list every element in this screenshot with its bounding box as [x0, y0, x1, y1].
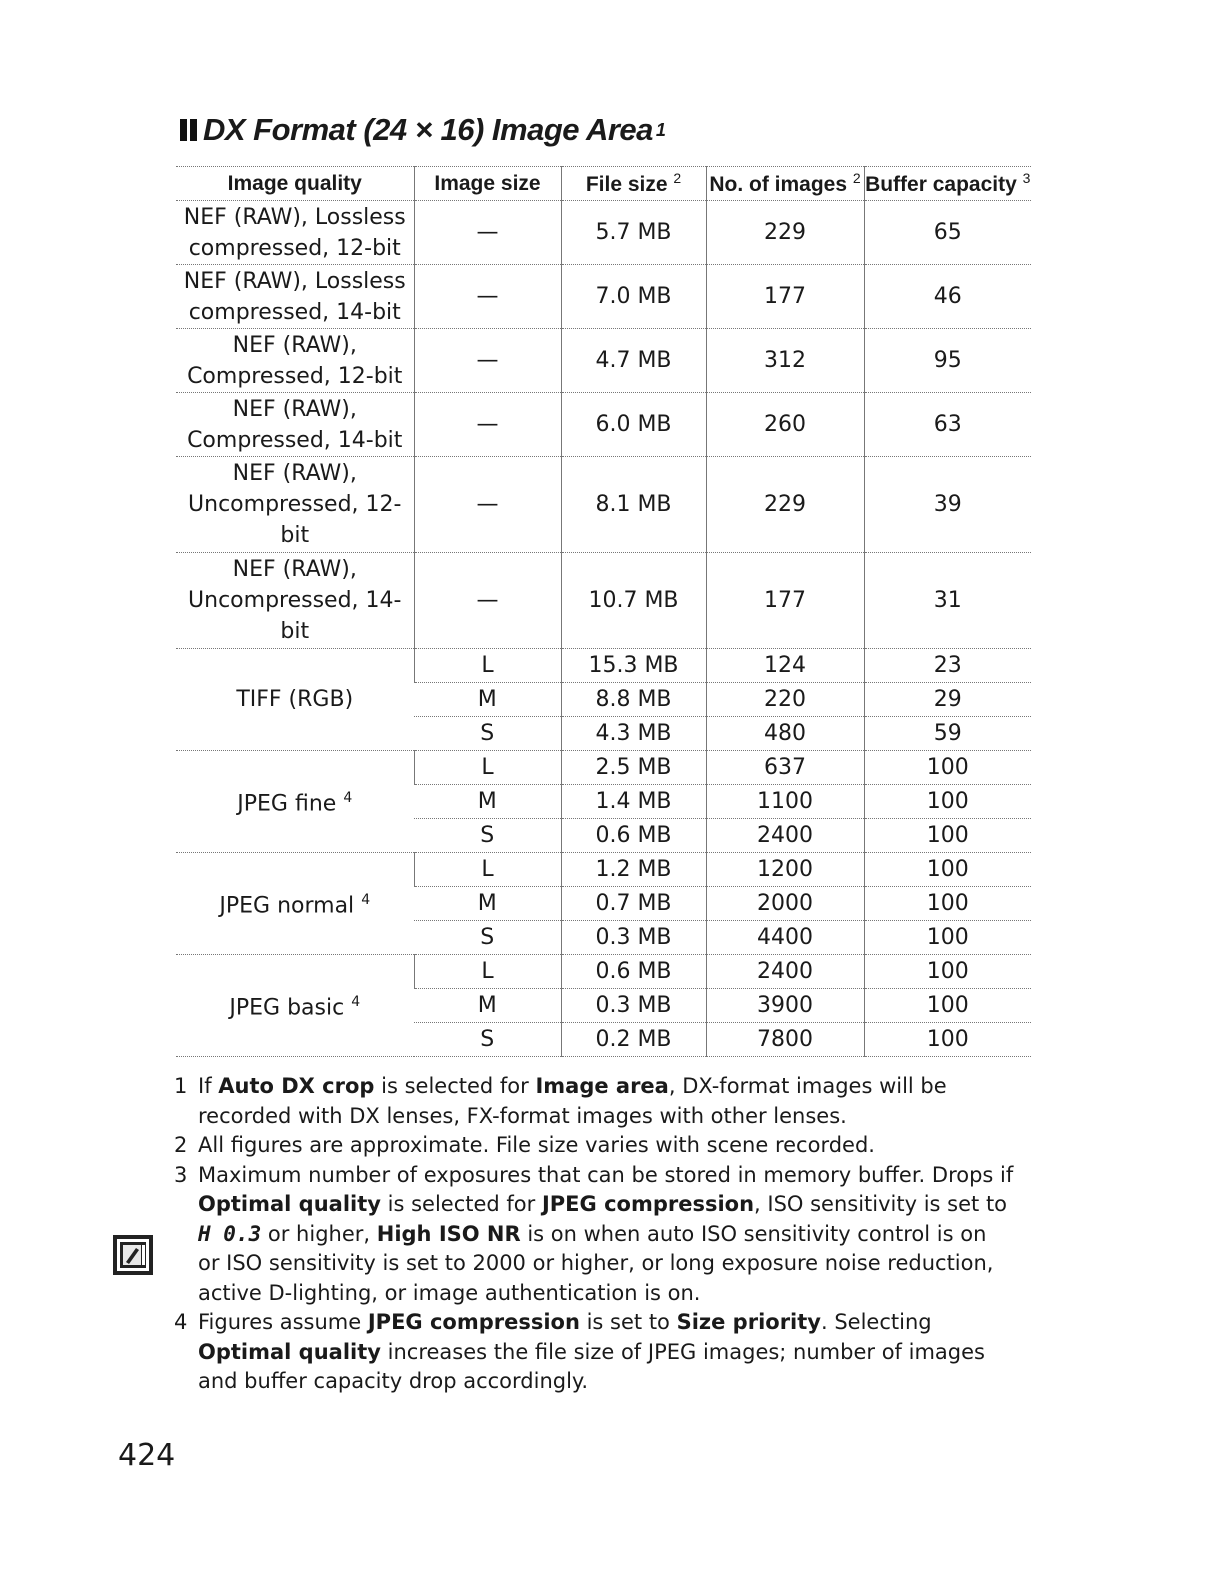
cell-image-size: M	[414, 785, 561, 819]
cell-image-quality	[176, 649, 414, 751]
quality-label: JPEG fine	[237, 791, 337, 817]
cell-file-size: 1.2 MB	[561, 853, 706, 887]
table-row	[176, 329, 1031, 393]
quality-label: TIFF (RGB)	[236, 687, 354, 712]
cell-number-of-images: 637	[706, 751, 864, 785]
cell-image-quality	[176, 955, 414, 1057]
cell-image-quality: NEF (RAW), Lossless compressed, 12-bit	[176, 201, 414, 265]
footnote-number: 1	[174, 1074, 188, 1098]
cell-number-of-images: 3900	[706, 989, 864, 1023]
header-number-of-images: No. of images $^2$	[706, 167, 864, 201]
footnote-text-run: Maximum number of exposures that can be stored in memory buffer. Drops if	[198, 1162, 1014, 1187]
cell-buffer-capacity: 100	[864, 853, 1031, 887]
cell-image-quality: NEF (RAW), Uncompressed, 14-bit	[176, 553, 414, 649]
cell-image-size: S	[414, 717, 561, 751]
table-row	[176, 955, 1031, 989]
cell-buffer-capacity: 100	[864, 887, 1031, 921]
footnote-text	[198, 1131, 1014, 1161]
emphasis-term: Size priority	[676, 1310, 821, 1334]
cell-image-size: —	[414, 393, 561, 457]
cell-number-of-images: 229	[706, 457, 864, 553]
footnote-text-run: All figures are approximate. File size varies with scene recorded.	[198, 1133, 875, 1157]
cell-file-size: 5.7 MB	[561, 201, 706, 265]
cell-buffer-capacity: 23	[864, 649, 1031, 683]
cell-number-of-images: 7800	[706, 1023, 864, 1057]
cell-number-of-images: 2000	[706, 887, 864, 921]
emphasis-term: Optimal quality	[198, 1339, 381, 1364]
cell-image-size: —	[414, 329, 561, 393]
footnote-4	[174, 1308, 1014, 1397]
table-row	[176, 853, 1031, 887]
cell-file-size: 0.6 MB	[561, 955, 706, 989]
footnote-number: 2	[174, 1133, 188, 1157]
cell-file-size: 8.1 MB	[561, 457, 706, 553]
cell-image-size: —	[414, 553, 561, 649]
table-row	[176, 649, 1031, 683]
technical-notes-icon	[112, 1234, 154, 1276]
footnote-text-run: , ISO sensitivity is set to	[754, 1192, 1008, 1216]
emphasis-term: Auto DX crop	[218, 1074, 375, 1098]
footnote-text-run: is selected for	[380, 1192, 542, 1216]
footnote-text-run: or higher,	[261, 1221, 377, 1246]
table-row	[176, 457, 1031, 553]
cell-image-size: S	[414, 819, 561, 853]
section-heading	[180, 112, 665, 148]
cell-number-of-images: 260	[706, 393, 864, 457]
footnote-ref: 4	[361, 892, 371, 909]
cell-image-size: —	[414, 201, 561, 265]
cell-image-size: M	[414, 989, 561, 1023]
table-row	[176, 201, 1031, 265]
emphasis-term: Image area	[535, 1074, 669, 1098]
footnote-text-run: , DX-format images will be recorded with DX lenses, FX-format images with other lenses.	[198, 1074, 947, 1128]
cell-buffer-capacity: 100	[864, 785, 1031, 819]
header-image-size: Image size	[414, 167, 561, 201]
emphasis-term: Optimal quality	[198, 1192, 381, 1216]
footnote-text-run: is selected for	[374, 1074, 536, 1098]
footnote-1	[174, 1072, 1014, 1131]
cell-image-quality: NEF (RAW), Compressed, 14-bit	[176, 393, 414, 457]
cell-number-of-images: 124	[706, 649, 864, 683]
header-buffer-capacity: Buffer capacity $^3$	[864, 167, 1031, 201]
page-number: 424	[118, 1438, 176, 1473]
table-row	[176, 751, 1031, 785]
header-image-quality: Image quality	[176, 167, 414, 201]
cell-buffer-capacity: 100	[864, 1023, 1031, 1057]
cell-file-size: 0.6 MB	[561, 819, 706, 853]
footnote-text-run: Figures assume	[198, 1310, 368, 1334]
cell-image-size: S	[414, 921, 561, 955]
cell-image-size: M	[414, 887, 561, 921]
cell-image-size: L	[414, 751, 561, 785]
section-title: DX Format (24 × 16) Image Area	[203, 112, 653, 147]
cell-image-quality	[176, 853, 414, 955]
cell-image-quality: NEF (RAW), Compressed, 12-bit	[176, 329, 414, 393]
footnote-2	[174, 1131, 1014, 1161]
cell-image-quality: NEF (RAW), Lossless compressed, 14-bit	[176, 265, 414, 329]
cell-buffer-capacity: 100	[864, 751, 1031, 785]
cell-file-size: 8.8 MB	[561, 683, 706, 717]
cell-buffer-capacity: 59	[864, 717, 1031, 751]
footnote-number: 3	[174, 1162, 188, 1187]
image-capacity-table	[176, 166, 1031, 1057]
footnotes	[174, 1072, 1014, 1397]
cell-file-size: 1.4 MB	[561, 785, 706, 819]
cell-file-size: 6.0 MB	[561, 393, 706, 457]
cell-file-size: 0.7 MB	[561, 887, 706, 921]
cell-number-of-images: 480	[706, 717, 864, 751]
cell-image-size: —	[414, 265, 561, 329]
cell-number-of-images: 177	[706, 265, 864, 329]
cell-number-of-images: 312	[706, 329, 864, 393]
cell-file-size: 7.0 MB	[561, 265, 706, 329]
footnote-ref: 4	[351, 994, 361, 1011]
cell-number-of-images: 1100	[706, 785, 864, 819]
emphasis-term: JPEG compression	[541, 1192, 755, 1216]
cell-file-size: 2.5 MB	[561, 751, 706, 785]
header-file-size: File size $^2$	[561, 167, 706, 201]
footnote-text	[198, 1161, 1014, 1309]
cell-buffer-capacity: 100	[864, 955, 1031, 989]
emphasis-term: JPEG compression	[367, 1310, 580, 1334]
cell-buffer-capacity: 31	[864, 553, 1031, 649]
footnote-text	[198, 1308, 1014, 1397]
cell-number-of-images: 220	[706, 683, 864, 717]
cell-buffer-capacity: 65	[864, 201, 1031, 265]
cell-buffer-capacity: 100	[864, 819, 1031, 853]
emphasis-term: High ISO NR	[376, 1221, 521, 1246]
cell-number-of-images: 2400	[706, 819, 864, 853]
cell-buffer-capacity: 39	[864, 457, 1031, 553]
cell-buffer-capacity: 46	[864, 265, 1031, 329]
cell-image-size: —	[414, 457, 561, 553]
cell-number-of-images: 1200	[706, 853, 864, 887]
footnote-text-run: is on when auto ISO sensitivity control is on or ISO sensitivity is set to 2000 or higher, or long exposure noise reduction, active D-lighting, or image authentication is on.	[198, 1221, 994, 1305]
cell-image-size: S	[414, 1023, 561, 1057]
cell-file-size: 4.3 MB	[561, 717, 706, 751]
footnote-text-run: . Selecting	[820, 1310, 932, 1334]
section-title-note-ref: 1	[655, 119, 666, 140]
cell-file-size: 4.7 MB	[561, 329, 706, 393]
cell-number-of-images: 2400	[706, 955, 864, 989]
cell-buffer-capacity: 95	[864, 329, 1031, 393]
lcd-value: H 0.3	[198, 1221, 262, 1246]
table-row	[176, 265, 1031, 329]
cell-buffer-capacity: 29	[864, 683, 1031, 717]
cell-buffer-capacity: 100	[864, 989, 1031, 1023]
footnote-text-run: If	[198, 1074, 219, 1098]
quality-label: JPEG basic	[229, 995, 345, 1021]
footnote-text-run: increases the file size of JPEG images; number of images and buffer capacity drop accordingly.	[198, 1339, 985, 1393]
cell-file-size: 10.7 MB	[561, 553, 706, 649]
footnote-number: 4	[174, 1310, 188, 1334]
cell-image-quality	[176, 751, 414, 853]
cell-image-size: L	[414, 649, 561, 683]
cell-file-size: 0.3 MB	[561, 921, 706, 955]
cell-number-of-images: 177	[706, 553, 864, 649]
cell-image-size: L	[414, 853, 561, 887]
footnote-3	[174, 1161, 1014, 1309]
footnote-text-run: is set to	[579, 1310, 677, 1334]
cell-number-of-images: 4400	[706, 921, 864, 955]
cell-image-quality: NEF (RAW), Uncompressed, 12-bit	[176, 457, 414, 553]
quality-label: JPEG normal	[219, 893, 355, 919]
cell-file-size: 15.3 MB	[561, 649, 706, 683]
table-row	[176, 553, 1031, 649]
cell-image-size: M	[414, 683, 561, 717]
table-header-row	[176, 167, 1031, 201]
cell-buffer-capacity: 100	[864, 921, 1031, 955]
cell-buffer-capacity: 63	[864, 393, 1031, 457]
table-row	[176, 393, 1031, 457]
footnote-text	[198, 1072, 1014, 1131]
cell-number-of-images: 229	[706, 201, 864, 265]
section-bullet-icon	[180, 119, 197, 141]
cell-file-size: 0.3 MB	[561, 989, 706, 1023]
footnote-ref: 4	[343, 790, 353, 807]
cell-file-size: 0.2 MB	[561, 1023, 706, 1057]
cell-image-size: L	[414, 955, 561, 989]
